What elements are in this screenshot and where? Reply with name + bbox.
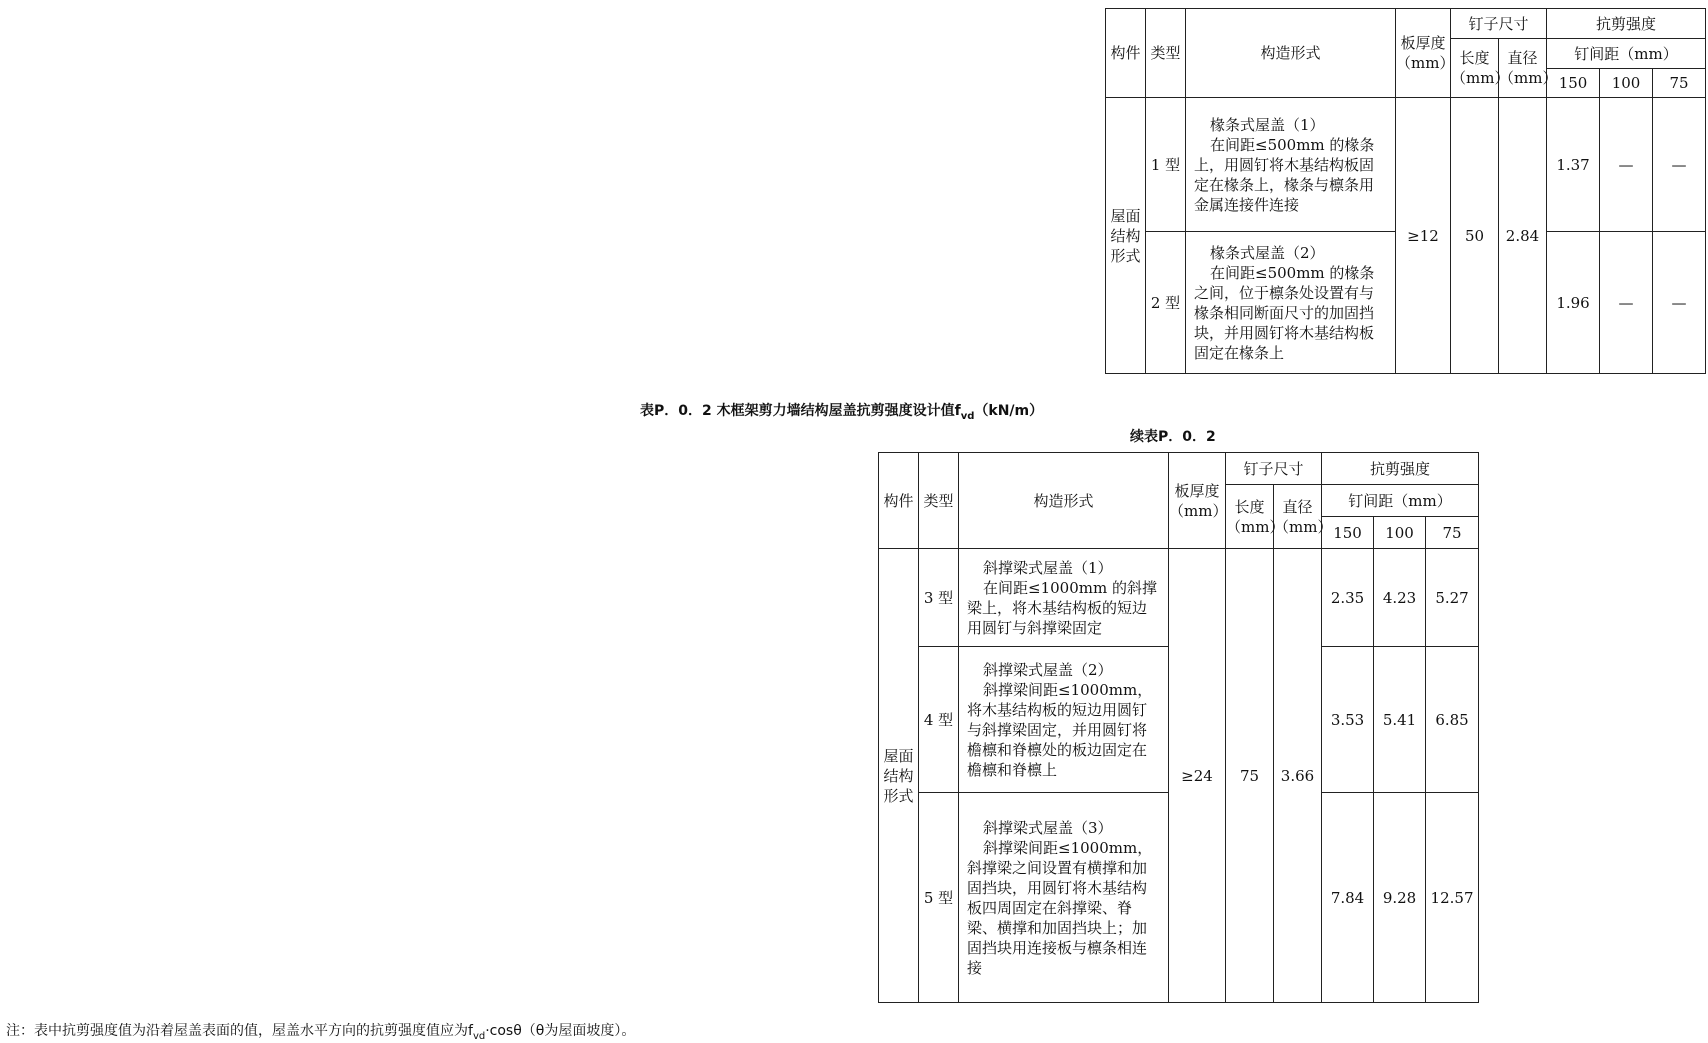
header-diameter [1274,485,1333,549]
header-length-label: 长度 [1459,49,1490,67]
value-150: 1.96 [1547,232,1600,374]
type-cell: 5 型 [919,793,959,1003]
footnote-end: ·cosθ（θ为屋面坡度）。 [485,1023,636,1039]
type-cell: 4 型 [919,647,959,793]
header-diameter-unit: （mm） [1499,69,1558,87]
header-form: 构造形式 [959,453,1169,549]
header-spacing-100: 100 [1374,517,1426,549]
length-cell: 50 [1451,98,1499,374]
header-component: 构件 [879,453,919,549]
header-thickness-label: 板厚度 [1400,34,1446,52]
value-100: 4.23 [1374,549,1426,647]
form-body: 在间距≤500mm 的椽条上，用圆钉将木基结构板固定在椽条上，椽条与檩条用金属连接件连接 [1194,135,1375,214]
footnote-sub: vd [472,1030,486,1042]
form-title: 斜撑梁式屋盖（3） [983,818,1113,837]
header-component: 构件 [1106,9,1146,98]
form-cell [959,647,1169,793]
value-75: 5.27 [1426,549,1479,647]
header-diameter-label: 直径 [1507,49,1538,67]
value-75: 12.57 [1426,793,1479,1003]
value-150: 3.53 [1322,647,1374,793]
shear-table-2 [878,452,1479,1003]
component-cell: 屋面结构形式 [879,549,919,1003]
type-cell: 1 型 [1146,98,1186,232]
header-thickness-unit: （mm） [1169,501,1228,520]
value-150: 2.35 [1322,549,1374,647]
header-length-label: 长度 [1234,497,1265,516]
header-form: 构造形式 [1186,9,1396,98]
table-1-title [640,400,1043,422]
type-cell: 2 型 [1146,232,1186,374]
header-spacing: 钉间距（mm） [1547,39,1706,69]
value-150: 7.84 [1322,793,1374,1003]
value-75: 6.85 [1426,647,1479,793]
thickness-cell: ≥24 [1169,549,1226,1003]
header-length-unit: （mm） [1451,69,1510,87]
value-100: — [1600,232,1653,374]
header-spacing-100: 100 [1600,69,1653,98]
form-title: 椽条式屋盖（2） [1210,243,1325,262]
form-cell [959,549,1169,647]
header-spacing-150: 150 [1322,517,1374,549]
header-diameter [1499,39,1558,98]
header-type: 类型 [1146,9,1186,98]
header-nail-size: 钉子尺寸 [1226,453,1322,485]
form-body: 斜撑梁间距≤1000mm，将木基结构板的短边用圆钉与斜撑梁固定，并用圆钉将檐檩和脊檩处的板边固定在檐檩和脊檩上 [967,680,1153,779]
value-75: — [1653,98,1706,232]
header-length [1451,39,1510,98]
header-spacing: 钉间距（mm） [1322,485,1479,517]
value-100: — [1600,98,1653,232]
component-cell: 屋面结构形式 [1106,98,1146,374]
table-1-title-main: 表P．0．2 木框架剪力墙结构屋盖抗剪强度设计值f [640,403,961,419]
footnote-main: 注：表中抗剪强度值为沿着屋盖表面的值，屋盖水平方向的抗剪强度值应为f [6,1023,473,1039]
length-cell: 75 [1226,549,1274,1003]
header-spacing-150: 150 [1547,69,1600,98]
table-1-title-unit: （kN/m） [974,403,1044,419]
header-diameter-label: 直径 [1282,497,1313,516]
type-cell: 3 型 [919,549,959,647]
form-cell [1186,98,1396,232]
form-title: 斜撑梁式屋盖（1） [983,558,1113,577]
form-cell [959,793,1169,1003]
table-2-title: 续表P．0．2 [1130,429,1216,445]
form-title: 斜撑梁式屋盖（2） [983,660,1113,679]
header-thickness-unit: （mm） [1396,54,1455,72]
header-thickness [1396,9,1455,98]
value-150: 1.37 [1547,98,1600,232]
header-shear: 抗剪强度 [1547,9,1706,39]
header-thickness [1169,453,1226,549]
diameter-cell: 2.84 [1499,98,1547,374]
table-1-title-sub: vd [960,410,975,422]
header-length [1226,485,1285,549]
header-shear: 抗剪强度 [1322,453,1479,485]
thickness-cell: ≥12 [1396,98,1451,374]
form-title: 椽条式屋盖（1） [1210,115,1325,134]
header-thickness-label: 板厚度 [1174,481,1220,500]
form-cell [1186,232,1396,374]
header-spacing-75: 75 [1426,517,1479,549]
diameter-cell: 3.66 [1274,549,1322,1003]
form-body: 斜撑梁间距≤1000mm，斜撑梁之间设置有横撑和加固挡块，用圆钉将木基结构板四周固定在斜撑梁、脊梁、横撑和加固挡块上；加固挡块用连接板与檩条相连接 [967,838,1153,977]
header-spacing-75: 75 [1653,69,1706,98]
header-nail-size: 钉子尺寸 [1451,9,1547,39]
value-100: 9.28 [1374,793,1426,1003]
footnote [6,1020,635,1042]
shear-table-1 [1105,8,1706,374]
header-diameter-unit: （mm） [1274,517,1333,536]
value-100: 5.41 [1374,647,1426,793]
form-body: 在间距≤500mm 的椽条之间，位于檩条处设置有与椽条相同断面尺寸的加固挡块，并用圆钉将木基结构板固定在椽条上 [1194,263,1375,362]
value-75: — [1653,232,1706,374]
header-length-unit: （mm） [1226,517,1285,536]
header-type: 类型 [919,453,959,549]
form-body: 在间距≤1000mm 的斜撑梁上，将木基结构板的短边用圆钉与斜撑梁固定 [967,578,1157,637]
